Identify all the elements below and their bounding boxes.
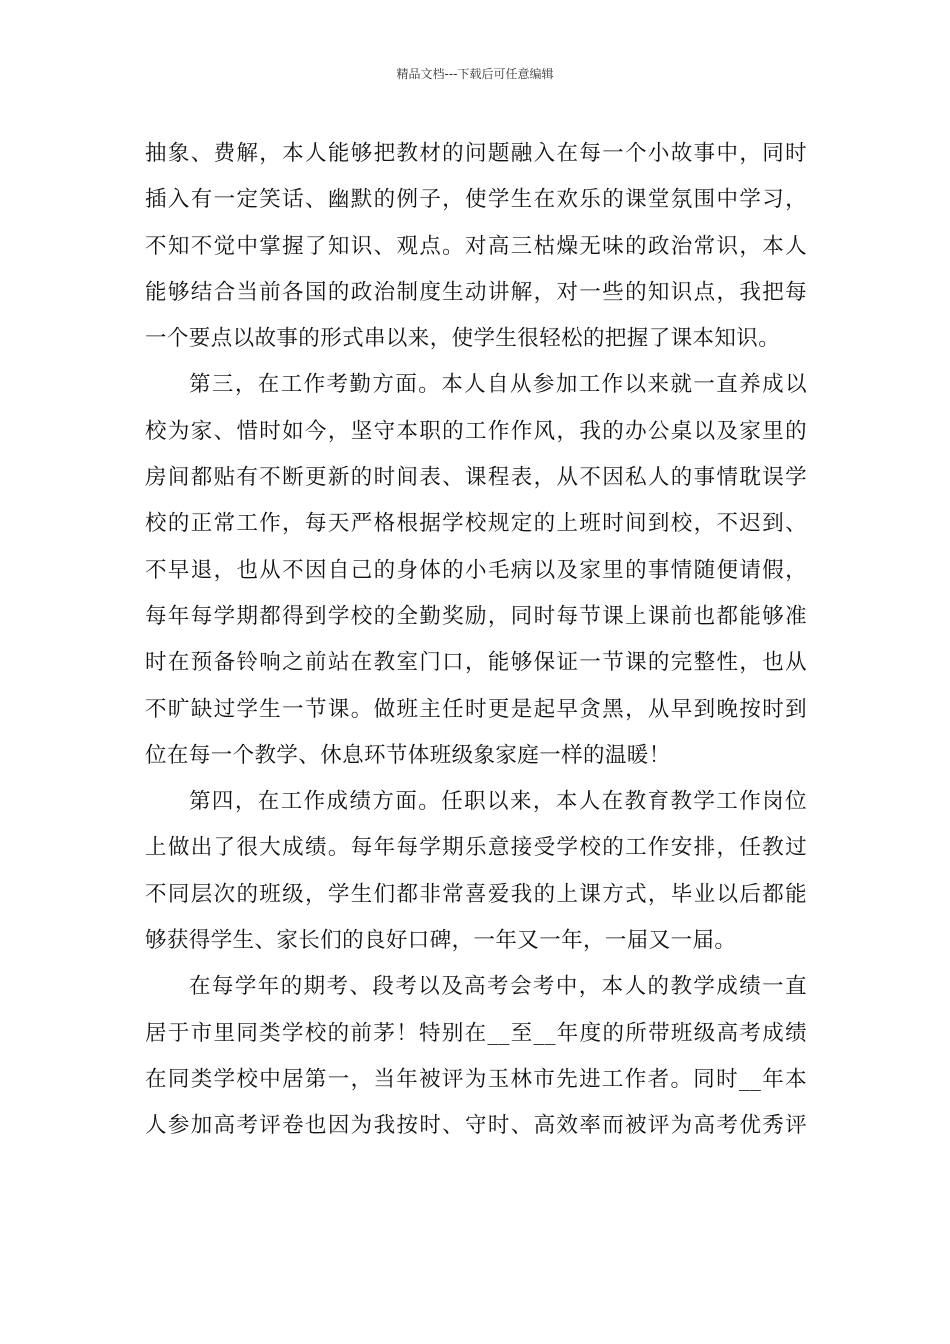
- text-line: 够获得学生、家长们的良好口碑，一年又一年，一届又一届。: [145, 928, 737, 954]
- text-line: 校的正常工作，每天严格根据学校规定的上班时间到校，不迟到、: [145, 511, 807, 537]
- page-header: 精品文档---下载后可任意编辑: [396, 67, 554, 81]
- text-line: 位在每一个教学、休息环节体班级象家庭一样的温暖！: [145, 742, 671, 768]
- text-line: 上做出了很大成绩。每年每学期乐意接受学校的工作安排，任教过: [145, 835, 807, 861]
- text-line: 时在预备铃响之前站在教室门口，能够保证一节课的完整性，也从: [145, 650, 807, 676]
- text-line: 抽象、费解，本人能够把教材的问题融入在每一个小故事中，同时: [145, 141, 807, 166]
- text-line: 人参加高考评卷也因为我按时、守时、高效率而被评为高考优秀评: [145, 1113, 807, 1139]
- text-line: 不旷缺过学生一节课。做班主任时更是起早贪黑，从早到晚按时到: [145, 696, 807, 722]
- text-line: 房间都贴有不断更新的时间表、课程表，从不因私人的事情耽误学: [145, 465, 807, 491]
- paragraph-first-line: 在每学年的期考、段考以及高考会考中，本人的教学成绩一直: [189, 974, 807, 1000]
- text-line: 校为家、惜时如今，坚守本职的工作作风，我的办公桌以及家里的: [145, 418, 807, 444]
- text-line: 居于市里同类学校的前茅！特别在__至__年度的所带班级高考成绩: [145, 1020, 807, 1046]
- text-line: 在同类学校中居第一，当年被评为玉林市先进工作者。同时__年本: [145, 1066, 807, 1092]
- text-line: 能够结合当前各国的政治制度生动讲解，对一些的知识点，我把每: [145, 279, 807, 305]
- text-line: 一个要点以故事的形式串以来，使学生很轻松的把握了课本知识。: [145, 326, 781, 352]
- text-line: 插入有一定笑话、幽默的例子，使学生在欢乐的课堂氛围中学习，: [145, 187, 807, 213]
- paragraph-first-line: 第四，在工作成绩方面。任职以来，本人在教育教学工作岗位: [189, 789, 807, 815]
- text-line: 不知不觉中掌握了知识、观点。对高三枯燥无味的政治常识，本人: [145, 233, 807, 259]
- text-line: 每年每学期都得到学校的全勤奖励，同时每节课上课前也都能够准: [145, 603, 807, 629]
- document-body: [145, 131, 807, 1150]
- text-line: 不同层次的班级，学生们都非常喜爱我的上课方式，毕业以后都能: [145, 881, 807, 907]
- text-line: 不早退，也从不因自己的身体的小毛病以及家里的事情随便请假，: [145, 557, 807, 583]
- paragraph-first-line: 第三，在工作考勤方面。本人自从参加工作以来就一直养成以: [189, 372, 807, 398]
